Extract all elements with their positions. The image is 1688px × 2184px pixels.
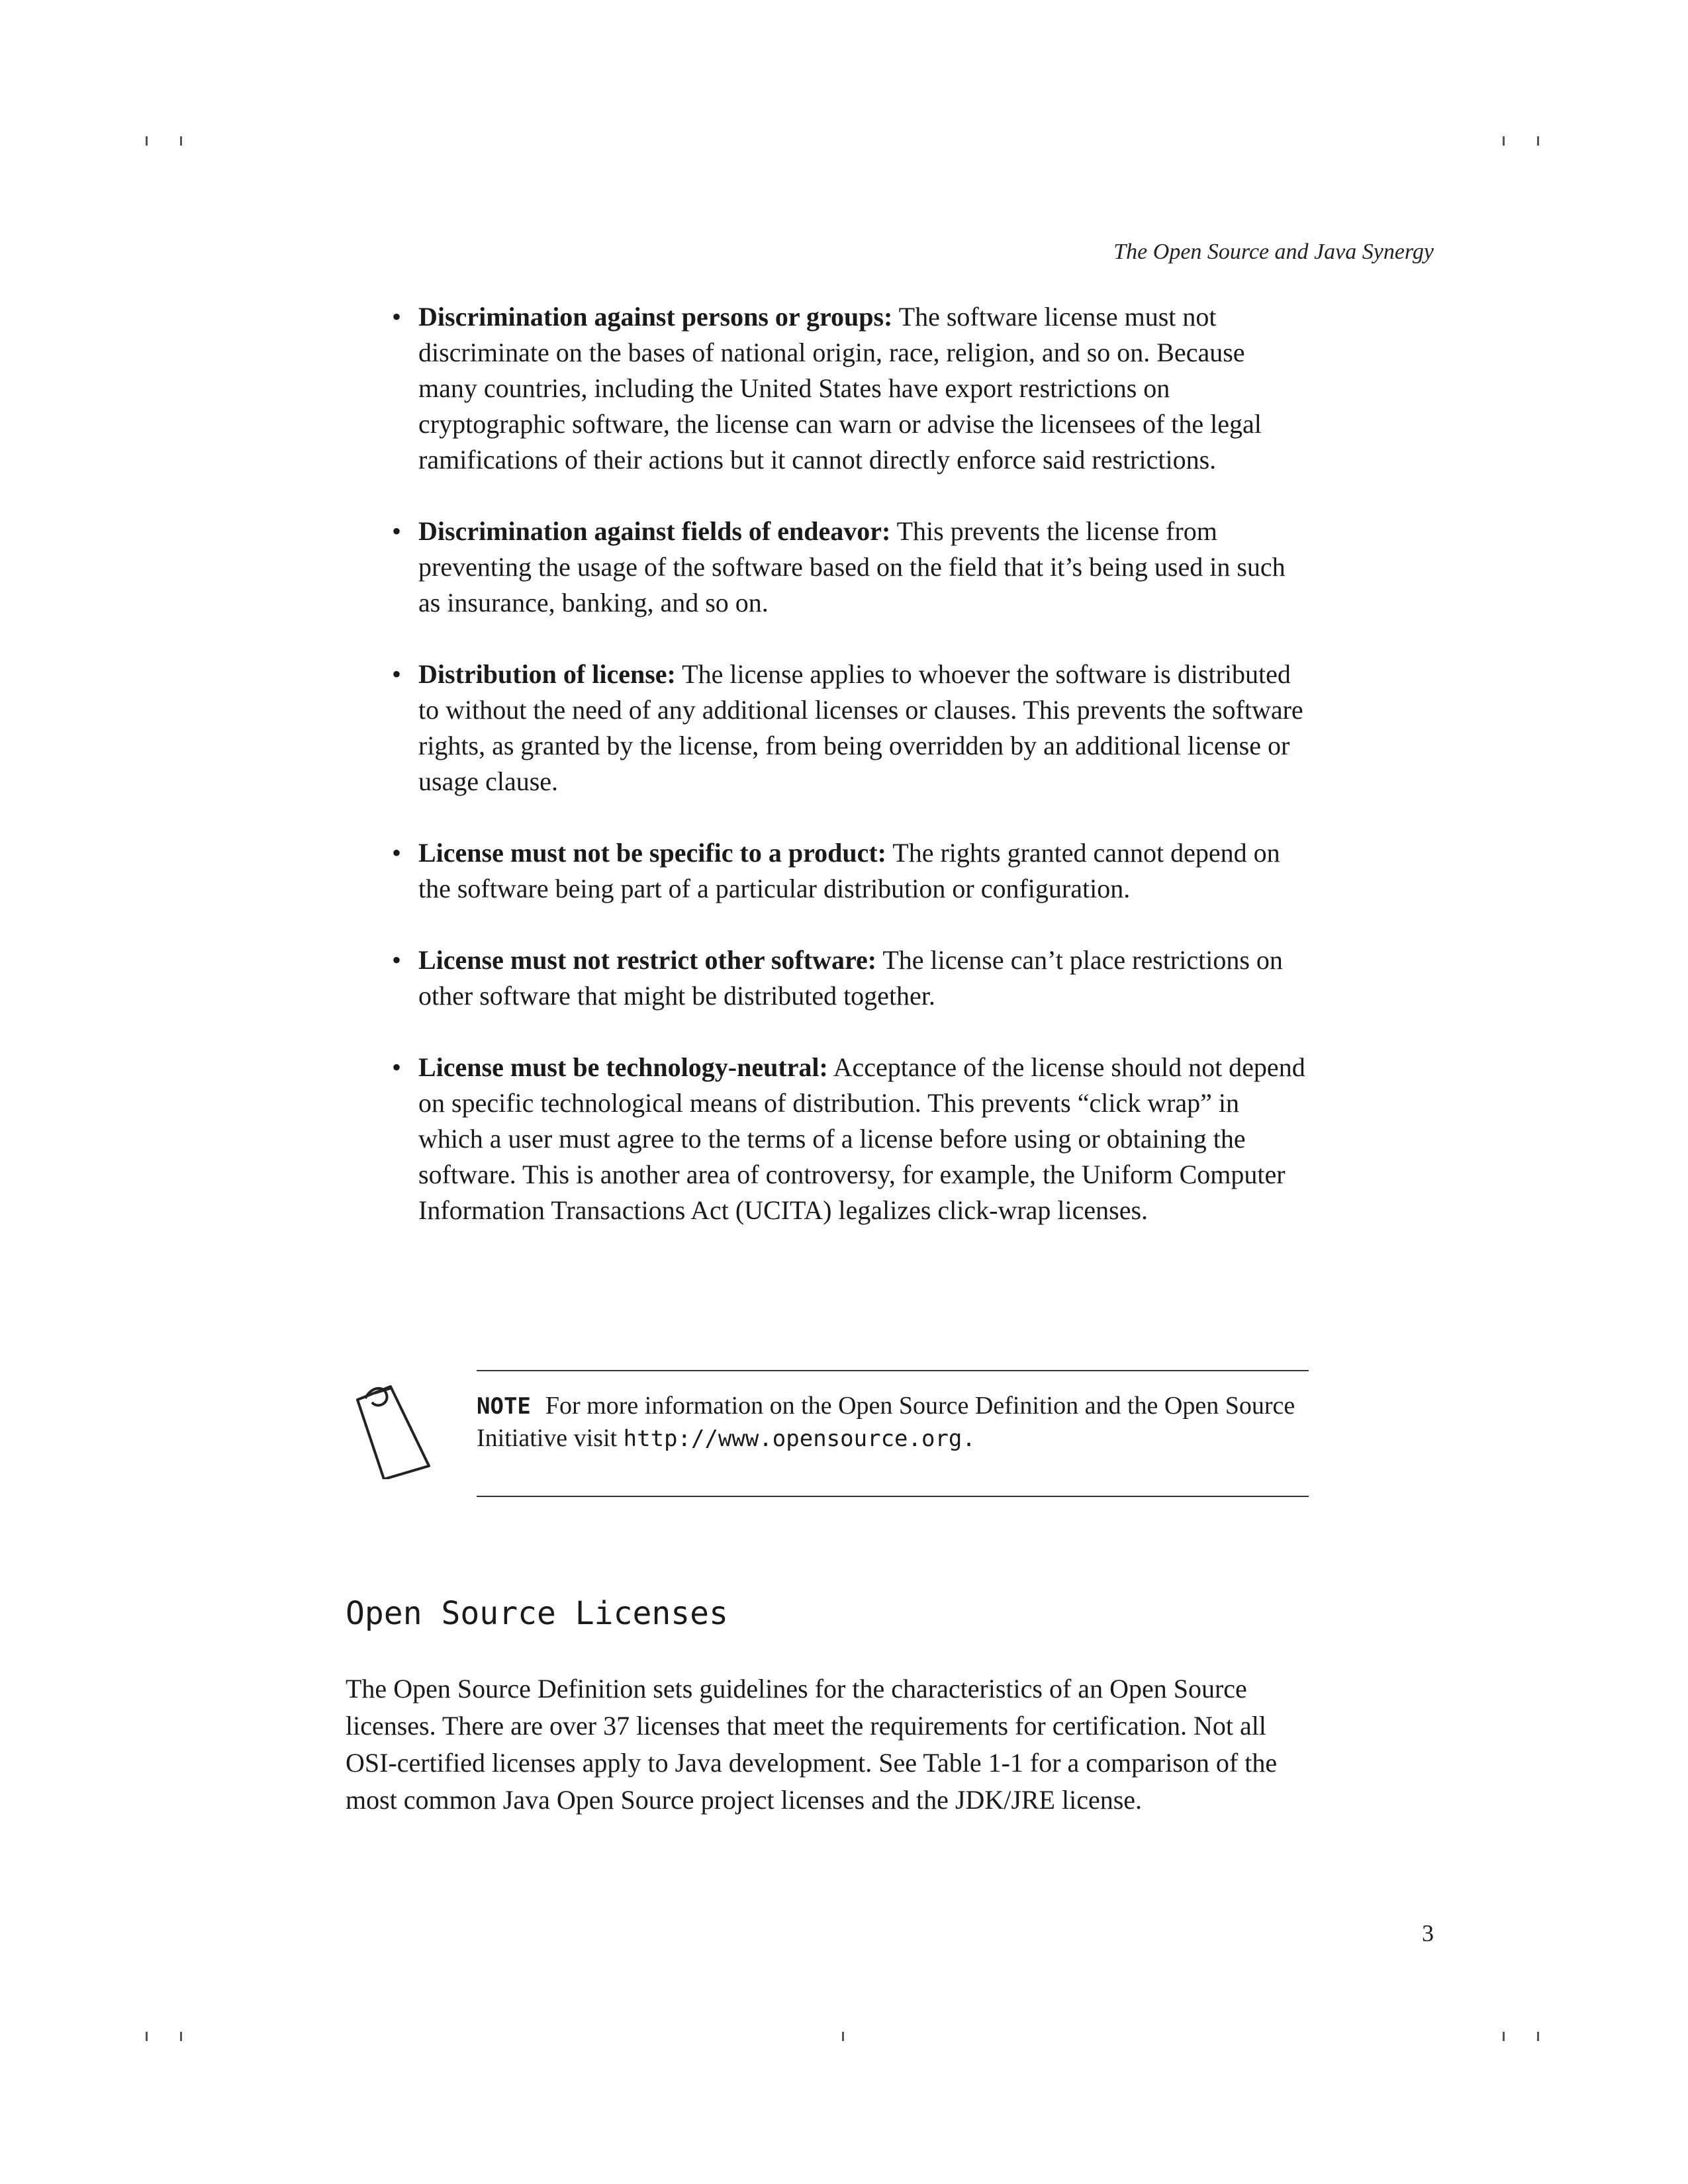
list-item xyxy=(392,835,1305,907)
note-paper-icon xyxy=(351,1380,437,1479)
crop-mark xyxy=(180,136,182,146)
criteria-list xyxy=(392,299,1305,1264)
note-bottom-rule xyxy=(477,1496,1309,1497)
bullet-term: License must not be specific to a product: xyxy=(418,838,886,868)
list-item xyxy=(392,942,1305,1014)
note-url-link[interactable]: http://www.opensource.org xyxy=(623,1426,962,1452)
bullet-text: This prevents the license from preventing the usage of the software based on the field that it’s being used in such as insurance, banking, and so on. xyxy=(418,516,1286,617)
page-number: 3 xyxy=(1422,1920,1434,1946)
bullet-term: Distribution of license: xyxy=(418,659,676,689)
section-title: Open Source Licenses xyxy=(346,1595,728,1632)
bullet-text: The license applies to whoever the software is distributed to without the need of any additional licenses or clauses. This prevents the software rights, as granted by the license, from being overridden by an additional license or usage clause. xyxy=(418,659,1303,796)
note-text: For more information on the Open Source Definition and the Open Source Initiative visit xyxy=(477,1392,1295,1452)
bullet-term: License must not restrict other software: xyxy=(418,945,877,975)
bullet-text: The software license must not discriminate on the bases of national origin, race, religion, and so on. Because many countries, including the United States have export restrictions on cryptographic software, the license can warn or advise the licensees of the legal ramifications of their actions but it cannot directly enforce said restrictions. xyxy=(418,302,1262,475)
bullet-text: The rights granted cannot depend on the software being part of a particular distribution or configuration. xyxy=(418,838,1280,903)
bullet-text: The license can’t place restrictions on other software that might be distributed together. xyxy=(418,945,1283,1011)
list-item xyxy=(392,299,1305,478)
section-paragraph: The Open Source Definition sets guidelines for the characteristics of an Open Source licenses. There are over 37 licenses that meet the requirements for certification. Not all OSI-certified licenses apply to Java development. See Table 1-1 for a comparison of the most common Java Open Source project licenses and the JDK/JRE license. xyxy=(346,1674,1278,1815)
bullet-term: Discrimination against persons or groups: xyxy=(418,302,893,332)
crop-mark xyxy=(1537,136,1539,146)
crop-mark xyxy=(146,2032,148,2041)
crop-mark xyxy=(180,2032,182,2041)
crop-mark xyxy=(1503,136,1505,146)
note-callout xyxy=(477,1390,1309,1455)
running-header: The Open Source and Java Synergy xyxy=(1113,240,1434,264)
list-item xyxy=(392,1050,1305,1228)
crop-mark xyxy=(146,136,148,146)
crop-mark xyxy=(1537,2032,1539,2041)
bullet-term: Discrimination against fields of endeavor: xyxy=(418,516,891,546)
bullet-term: License must be technology-neutral: xyxy=(418,1052,828,1082)
crop-mark xyxy=(842,2032,844,2041)
list-item xyxy=(392,514,1305,621)
note-top-rule xyxy=(477,1370,1309,1371)
note-trailing: . xyxy=(962,1426,976,1452)
bullet-text: Acceptance of the license should not depend on specific technological means of distribution. This prevents “click wrap” in which a user must agree to the terms of a license before using or obtaining the software. This is another area of controversy, for example, the Uniform Computer Information Transactions Act (UCITA) legalizes click-wrap licenses. xyxy=(418,1052,1305,1225)
crop-mark xyxy=(1503,2032,1505,2041)
list-item xyxy=(392,657,1305,799)
note-label: NOTE xyxy=(477,1393,531,1420)
